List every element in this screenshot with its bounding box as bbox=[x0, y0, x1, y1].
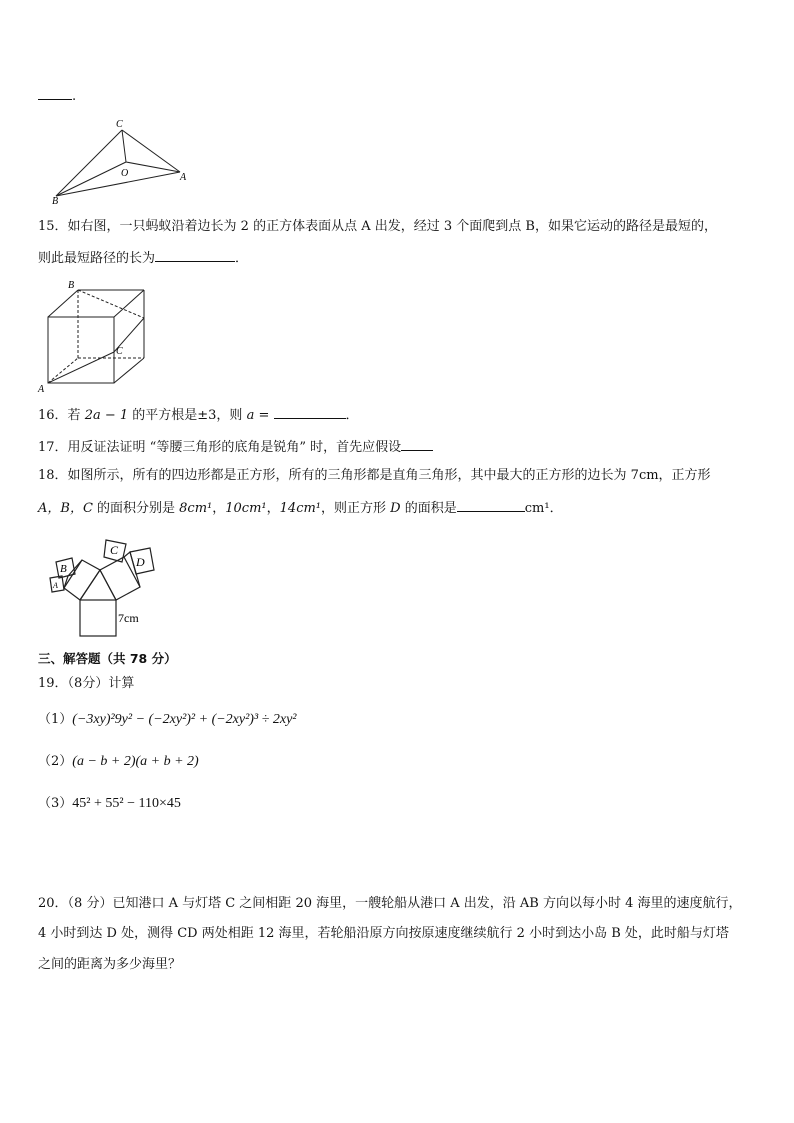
q18-line2: A，B，C 的面积分别是 8cm¹，10cm¹，14cm¹，则正方形 D 的面积是 cm¹． bbox=[38, 498, 563, 518]
label-d: D bbox=[136, 555, 145, 569]
q15-line2: 则此最短路径的长为 ． bbox=[38, 248, 248, 268]
q18-line1: 18．如图所示，所有的四边形都是正方形，所有的三角形都是直角三角形，其中最大的正方形的边长为 7cm，正方形 bbox=[38, 468, 711, 483]
answer-blank bbox=[401, 437, 433, 451]
answer-blank bbox=[38, 86, 72, 100]
answer-blank bbox=[274, 405, 346, 419]
label-c: C bbox=[116, 119, 123, 130]
q20-line1: 20．（8 分）已知港口 A 与灯塔 C 之间相距 20 海里，一艘轮船从港口 A 出发，沿 AB 方向以每小时 4 海里的速度航行， bbox=[38, 896, 742, 911]
figure-triangle-abc bbox=[44, 116, 204, 208]
label-c: C bbox=[110, 543, 119, 557]
q15-line1: 15．如右图，一只蚂蚁沿着边长为 2 的正方体表面从点 A 出发，经过 3 个面爬到点 B，如果它运动的路径是最短的， bbox=[38, 219, 717, 234]
q20-line2: 4 小时到达 D 处，测得 CD 两处相距 12 海里，若轮船沿原方向按原速度继续航行 2 小时到达小岛 B 处，此时船与灯塔 bbox=[38, 926, 729, 941]
q14-answer-line: . bbox=[38, 86, 76, 106]
q19-part1: （1）(−3xy)²9y² − (−2xy²)² + (−2xy²)³ ÷ 2xy² bbox=[38, 712, 297, 727]
q16-line: 16．若 2a − 1 的平方根是±3，则 a = ． bbox=[38, 405, 359, 425]
q20-line3: 之间的距离为多少海里？ bbox=[38, 957, 182, 972]
section-title: 三、解答题（共 78 分） bbox=[38, 651, 177, 666]
label-a: A bbox=[180, 172, 187, 183]
label-b: B bbox=[52, 196, 59, 207]
label-side: 7cm bbox=[118, 611, 139, 625]
q19-part3: （3）45² + 55² − 110×45 bbox=[38, 796, 181, 811]
label-b: B bbox=[60, 563, 67, 575]
q19-title: 19．（8分）计算 bbox=[38, 676, 135, 691]
q17-line: 17．用反证法证明 “等腰三角形的底角是锐角” 时，首先应假设 bbox=[38, 437, 433, 457]
figure-cube bbox=[34, 274, 154, 394]
label-o: O bbox=[121, 168, 129, 179]
label-a: A bbox=[38, 384, 45, 394]
answer-blank bbox=[457, 498, 525, 512]
label-b: B bbox=[68, 280, 75, 291]
label-a: A bbox=[53, 581, 58, 590]
label-c: C bbox=[116, 346, 123, 357]
q19-part2: （2）(a − b + 2)(a + b + 2) bbox=[38, 754, 199, 769]
figure-squares bbox=[44, 532, 174, 640]
answer-blank bbox=[155, 248, 235, 262]
